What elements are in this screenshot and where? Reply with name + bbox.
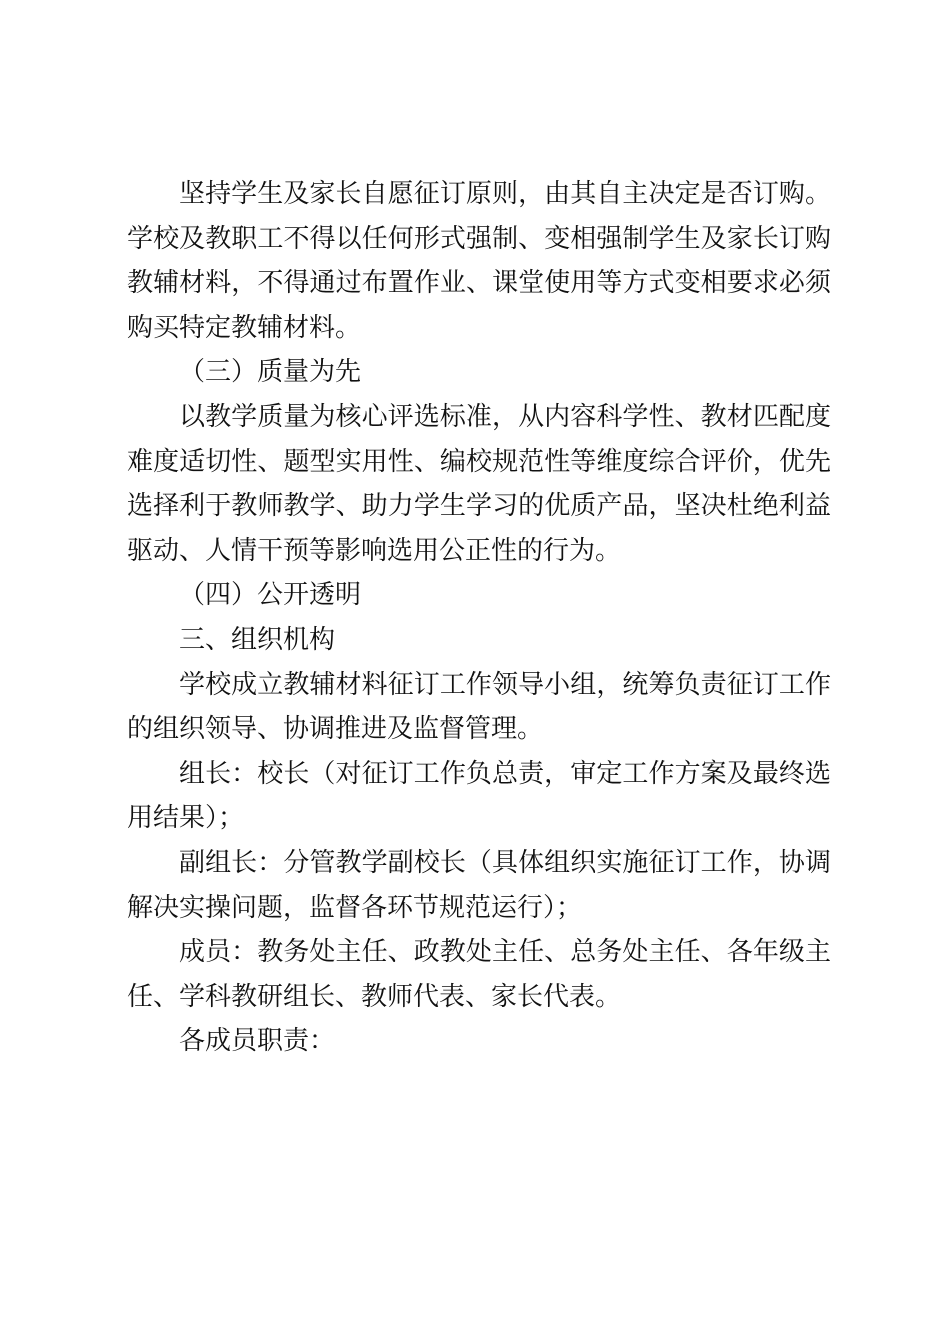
paragraph-leading-group: 学校成立教辅材料征订工作领导小组，统筹负责征订工作的组织领导、协调推进及监督管理。	[127, 669, 831, 745]
paragraph-members: 成员：教务处主任、政教处主任、总务处主任、各年级主任、学科教研组长、教师代表、家长代表。	[127, 937, 831, 1012]
paragraph-quality-criteria: 以教学质量为核心评选标准，从内容科学性、教材匹配度难度适切性、题型实用性、编校规范性等维度综合评价，优先选择利于教师教学、助力学生学习的优质产品，坚决杜绝利益驱动、人情干预等影响选用公正性的行为。	[127, 401, 831, 566]
paragraph-member-duties: 各成员职责：	[179, 1026, 336, 1057]
heading-open-transparent: （四）公开透明	[179, 580, 362, 611]
paragraph-deputy-leader: 副组长：分管教学副校长（具体组织实施征订工作，协调解决实操问题，监督各环节规范运行）；	[127, 847, 831, 923]
paragraph-group-leader: 组长：校长（对征订工作负总责，审定工作方案及最终选用结果）；	[127, 758, 831, 834]
document-body	[127, 172, 831, 1064]
heading-quality-first: （三）质量为先	[179, 357, 362, 388]
paragraph-voluntary-principle: 坚持学生及家长自愿征订原则，由其自主决定是否订购。学校及教职工不得以任何形式强制、变相强制学生及家长订购教辅材料，不得通过布置作业、课堂使用等方式变相要求必须购买特定教辅材料。	[127, 179, 831, 343]
heading-organization: 三、组织机构	[179, 624, 336, 655]
